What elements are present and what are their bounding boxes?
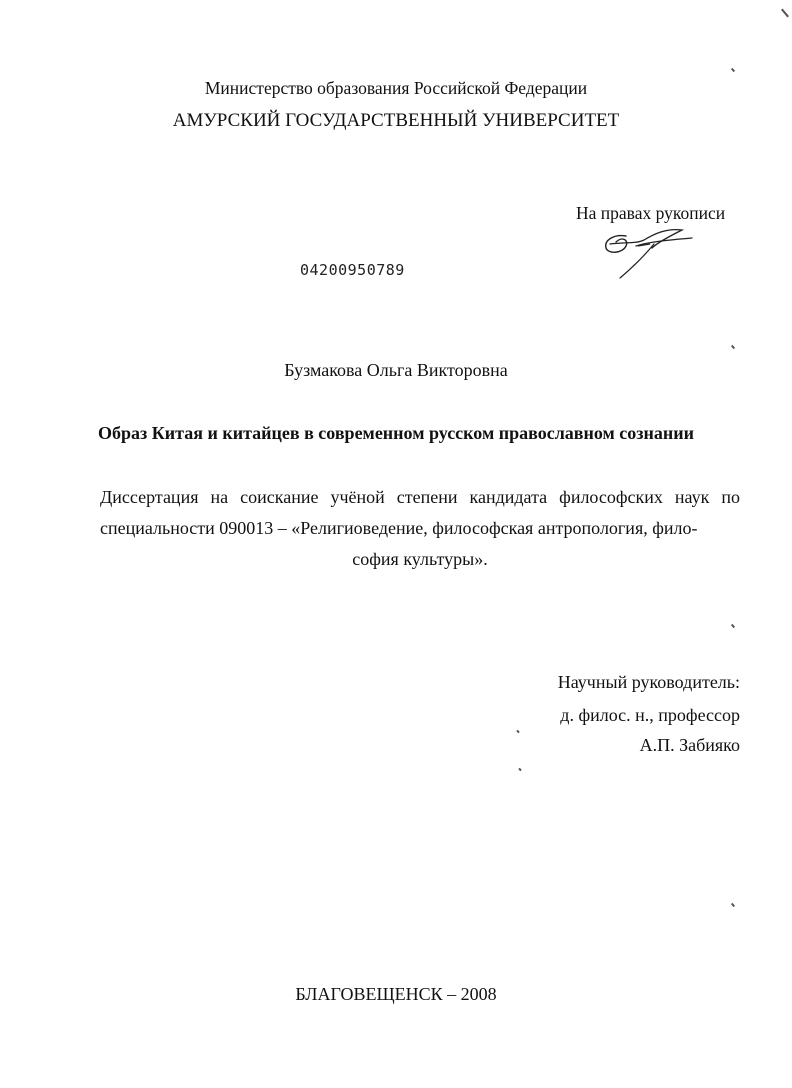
scan-speck [731, 345, 735, 349]
dissertation-line-3: софия культуры». [352, 549, 488, 569]
dissertation-title: Образ Китая и китайцев в современном русском православном сознании [97, 423, 695, 443]
scan-speck [518, 768, 521, 772]
advisor-label: Научный руководитель: [557, 672, 740, 692]
university-name: АМУРСКИЙ ГОСУДАРСТВЕННЫЙ УНИВЕРСИТЕТ [172, 110, 620, 131]
dissertation-line-1: Диссертация на соискание учёной степени кандидата философских наук по [100, 487, 740, 507]
scan-speck [781, 9, 789, 18]
advisor-name: А.П. Забияко [639, 735, 740, 755]
scan-speck [731, 624, 735, 628]
advisor-degree: д. филос. н., профессор [560, 705, 740, 725]
registration-number: 04200950789 [300, 261, 405, 279]
scan-speck [731, 903, 735, 907]
dissertation-description [100, 482, 740, 575]
author-name: Бузмакова Ольга Викторовна [284, 360, 508, 380]
dissertation-line-2: специальности 090013 – «Религиоведение, философская антропология, фило- [100, 518, 698, 538]
ministry-name: Министерство образования Российской Федерации [204, 78, 588, 98]
rights-notice: На правах рукописи [576, 203, 726, 223]
scan-speck [516, 730, 519, 734]
scan-speck [731, 68, 735, 72]
city-year: БЛАГОВЕЩЕНСК – 2008 [295, 984, 497, 1004]
handwritten-signature [596, 222, 706, 282]
